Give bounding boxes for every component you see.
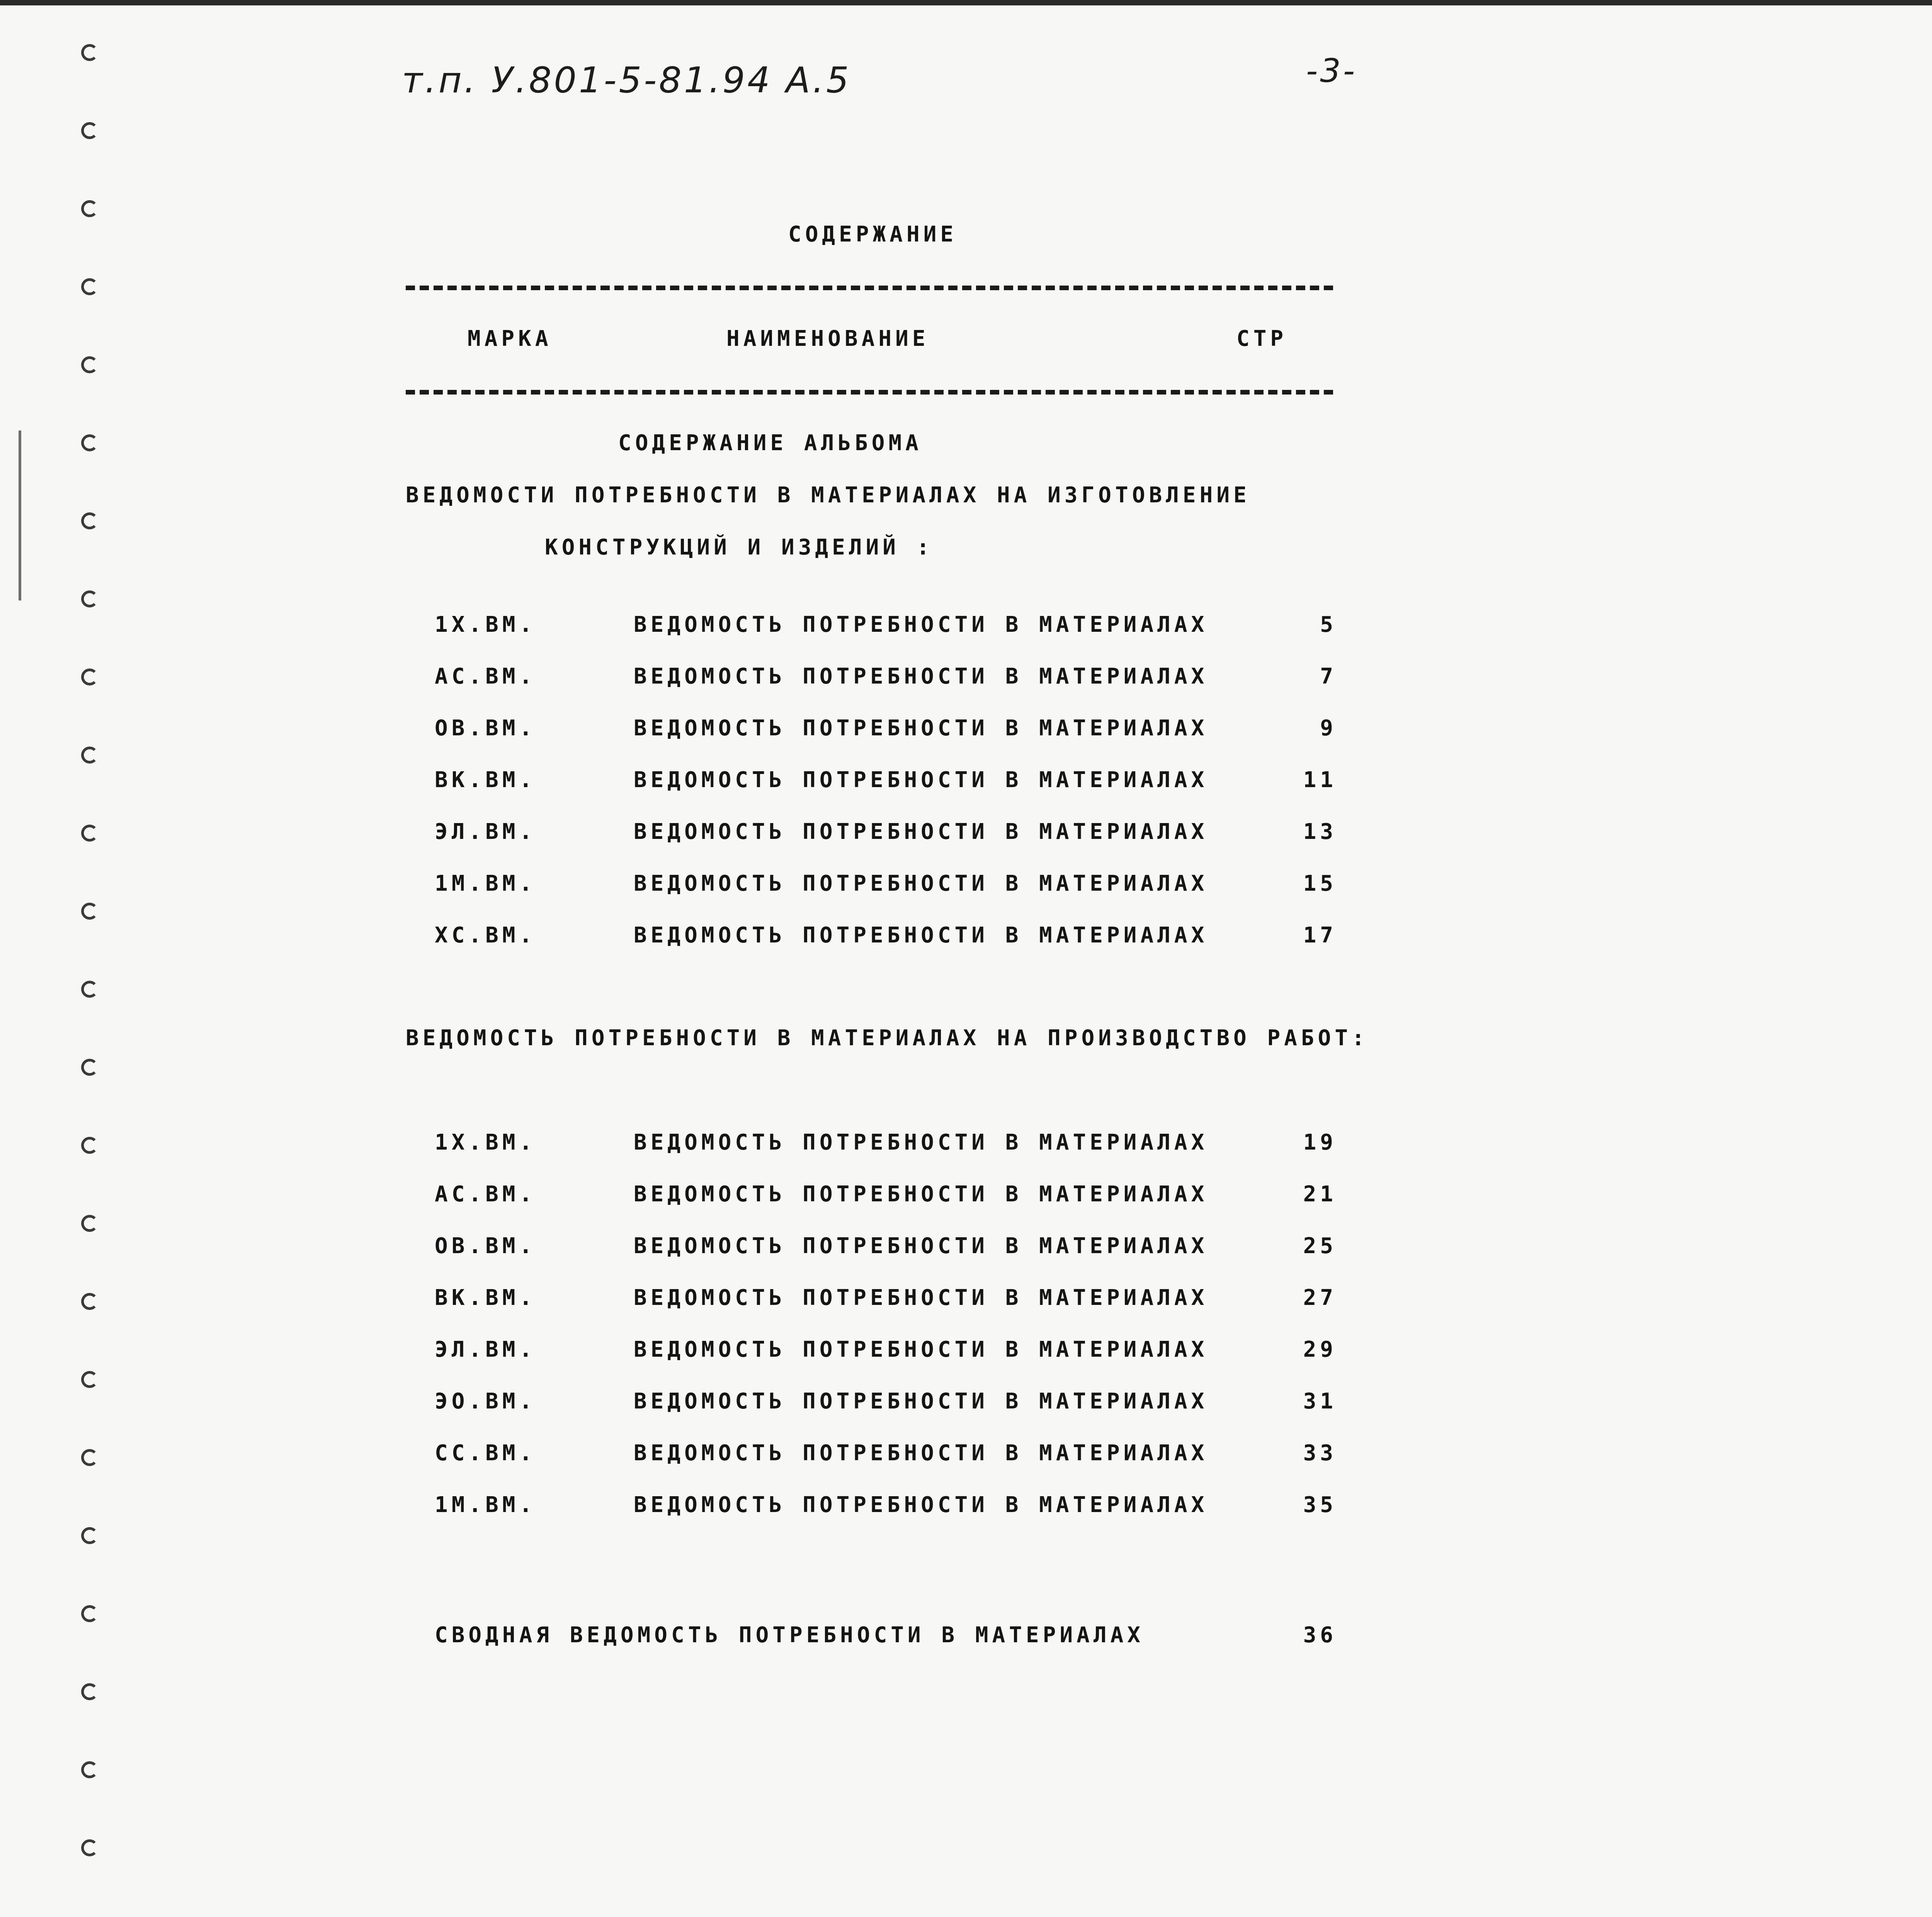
header-page: СТР (1236, 326, 1287, 351)
row-name: ВЕДОМОСТЬ ПОТРЕБНОСТИ В МАТЕРИАЛАХ (634, 1233, 1208, 1259)
feed-hole (81, 668, 98, 685)
row-name: ВЕДОМОСТЬ ПОТРЕБНОСТИ В МАТЕРИАЛАХ (634, 612, 1208, 637)
row-name: ВЕДОМОСТЬ ПОТРЕБНОСТИ В МАТЕРИАЛАХ (634, 1441, 1208, 1466)
row-page: 35 (1303, 1492, 1337, 1517)
feed-hole (81, 747, 98, 764)
row-mark: ЭЛ.ВМ. (435, 819, 536, 844)
row-mark: ХС.ВМ. (435, 923, 536, 948)
feed-hole (81, 1371, 98, 1388)
row-name: ВЕДОМОСТЬ ПОТРЕБНОСТИ В МАТЕРИАЛАХ (634, 1285, 1208, 1310)
row-mark: ВК.ВМ. (435, 767, 536, 793)
left-tractor-feed-holes (66, 29, 112, 1914)
row-name: ВЕДОМОСТЬ ПОТРЕБНОСТИ В МАТЕРИАЛАХ (634, 923, 1208, 948)
table-header-bottom-rule (406, 390, 1333, 395)
margin-mark (19, 430, 21, 600)
summary-name: СВОДНАЯ ВЕДОМОСТЬ ПОТРЕБНОСТИ В МАТЕРИАЛАХ (435, 1623, 1145, 1648)
row-page: 11 (1303, 767, 1337, 793)
feed-hole (81, 1839, 98, 1856)
feed-hole (81, 981, 98, 998)
row-name: ВЕДОМОСТЬ ПОТРЕБНОСТИ В МАТЕРИАЛАХ (634, 1389, 1208, 1414)
document-code: т.п. У.801-5-81.94 А.5 (402, 60, 851, 101)
section1-title-line1: ВЕДОМОСТИ ПОТРЕБНОСТИ В МАТЕРИАЛАХ НА ИЗГОТОВЛЕНИЕ (406, 483, 1250, 508)
feed-hole (81, 44, 98, 61)
section1-title-line2: КОНСТРУКЦИЙ И ИЗДЕЛИЙ : (545, 535, 934, 560)
row-name: ВЕДОМОСТЬ ПОТРЕБНОСТИ В МАТЕРИАЛАХ (634, 1182, 1208, 1207)
table-header-top-rule (406, 286, 1333, 290)
row-name: ВЕДОМОСТЬ ПОТРЕБНОСТИ В МАТЕРИАЛАХ (634, 1337, 1208, 1362)
row-mark: ЭО.ВМ. (435, 1389, 536, 1414)
row-page: 13 (1303, 819, 1337, 844)
row-mark: АС.ВМ. (435, 664, 536, 689)
row-mark: ОВ.ВМ. (435, 716, 536, 741)
row-name: ВЕДОМОСТЬ ПОТРЕБНОСТИ В МАТЕРИАЛАХ (634, 1492, 1208, 1517)
feed-hole (81, 903, 98, 920)
row-page: 7 (1320, 664, 1337, 689)
row-page: 31 (1303, 1389, 1337, 1414)
feed-hole (81, 434, 98, 451)
feed-hole (81, 1137, 98, 1154)
album-contents-heading: СОДЕРЖАНИЕ АЛЬБОМА (618, 430, 922, 456)
row-name: ВЕДОМОСТЬ ПОТРЕБНОСТИ В МАТЕРИАЛАХ (634, 716, 1208, 741)
feed-hole (81, 1293, 98, 1310)
page-title: СОДЕРЖАНИЕ (788, 222, 957, 247)
section2-title: ВЕДОМОСТЬ ПОТРЕБНОСТИ В МАТЕРИАЛАХ НА ПРОИЗВОДСТВО РАБОТ: (406, 1026, 1369, 1051)
row-mark: 1М.ВМ. (435, 871, 536, 896)
row-page: 27 (1303, 1285, 1337, 1310)
page-number: -3- (1306, 52, 1357, 90)
row-mark: ЭЛ.ВМ. (435, 1337, 536, 1362)
row-page: 17 (1303, 923, 1337, 948)
feed-hole (81, 122, 98, 139)
row-page: 21 (1303, 1182, 1337, 1207)
row-mark: 1Х.ВМ. (435, 612, 536, 637)
row-page: 5 (1320, 612, 1337, 637)
row-name: ВЕДОМОСТЬ ПОТРЕБНОСТИ В МАТЕРИАЛАХ (634, 871, 1208, 896)
row-mark: ОВ.ВМ. (435, 1233, 536, 1259)
feed-hole (81, 200, 98, 217)
row-mark: ВК.ВМ. (435, 1285, 536, 1310)
row-mark: АС.ВМ. (435, 1182, 536, 1207)
row-page: 9 (1320, 716, 1337, 741)
header-name: НАИМЕНОВАНИЕ (726, 326, 929, 351)
row-page: 25 (1303, 1233, 1337, 1259)
feed-hole (81, 356, 98, 373)
feed-hole (81, 1761, 98, 1778)
row-mark: СС.ВМ. (435, 1441, 536, 1466)
feed-hole (81, 1449, 98, 1466)
feed-hole (81, 590, 98, 607)
feed-hole (81, 825, 98, 842)
summary-page: 36 (1303, 1623, 1337, 1648)
header-mark: МАРКА (468, 326, 552, 351)
row-page: 33 (1303, 1441, 1337, 1466)
row-mark: 1Х.ВМ. (435, 1130, 536, 1155)
row-mark: 1М.ВМ. (435, 1492, 536, 1517)
feed-hole (81, 1683, 98, 1700)
row-name: ВЕДОМОСТЬ ПОТРЕБНОСТИ В МАТЕРИАЛАХ (634, 1130, 1208, 1155)
row-page: 15 (1303, 871, 1337, 896)
row-page: 29 (1303, 1337, 1337, 1362)
feed-hole (81, 512, 98, 529)
feed-hole (81, 278, 98, 295)
feed-hole (81, 1215, 98, 1232)
row-name: ВЕДОМОСТЬ ПОТРЕБНОСТИ В МАТЕРИАЛАХ (634, 767, 1208, 793)
row-page: 19 (1303, 1130, 1337, 1155)
feed-hole (81, 1059, 98, 1076)
row-name: ВЕДОМОСТЬ ПОТРЕБНОСТИ В МАТЕРИАЛАХ (634, 819, 1208, 844)
feed-hole (81, 1605, 98, 1622)
feed-hole (81, 1527, 98, 1544)
row-name: ВЕДОМОСТЬ ПОТРЕБНОСТИ В МАТЕРИАЛАХ (634, 664, 1208, 689)
